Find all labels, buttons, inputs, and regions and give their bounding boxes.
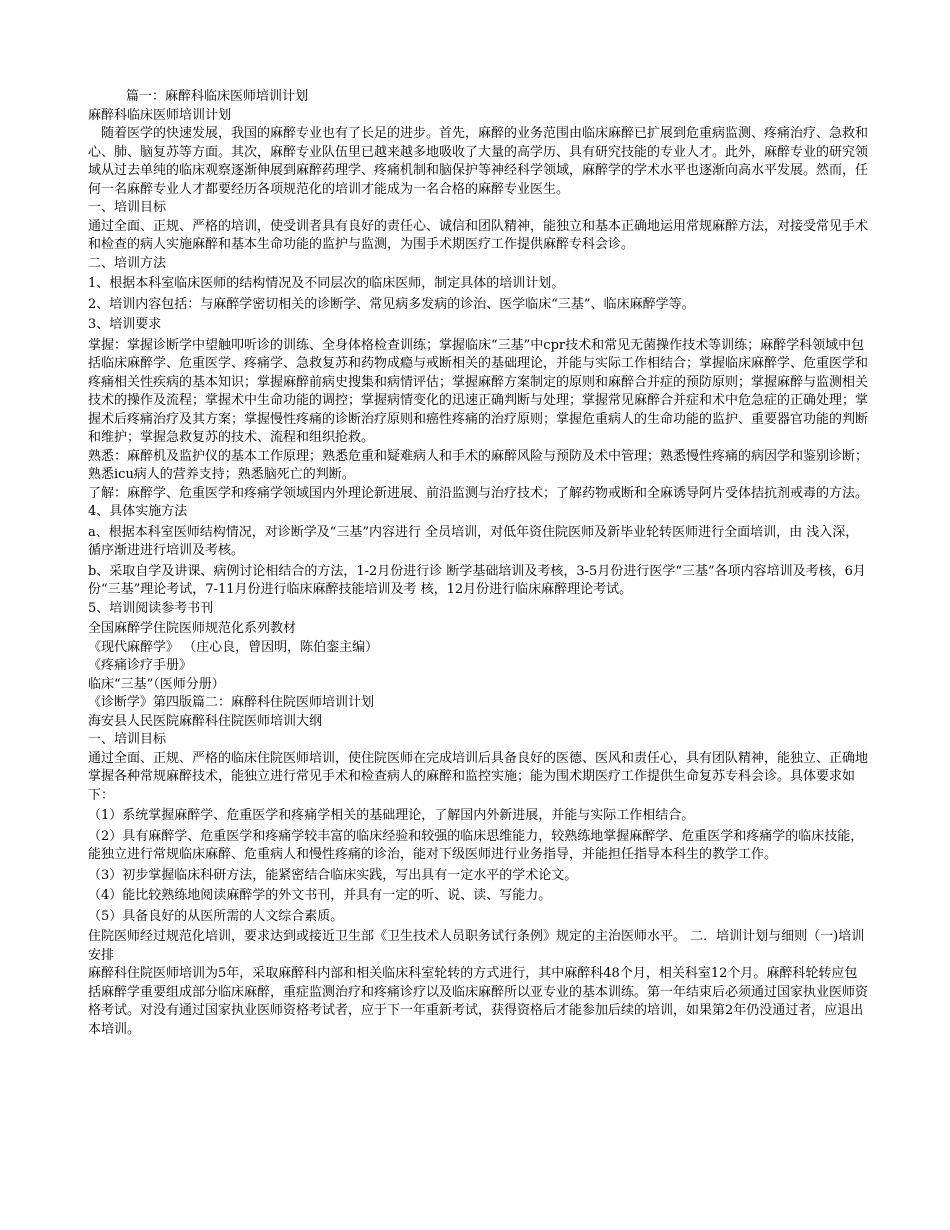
hospital-heading: 海安县人民医院麻醉科住院医师培训大纲 [88, 713, 323, 729]
goal-item: （5）具备良好的从医所需的人文综合素质。 [88, 908, 344, 924]
book-item: 临床“三基”（医师分册） [88, 676, 225, 692]
list-item: 4、具体实施方法 [88, 504, 188, 519]
list-item: 3、培训要求 [88, 317, 162, 332]
section-paragraph: 通过全面、正规、严格的培训，使受训者具有良好的责任心、诚信和团队精神，能独立和基本正确地运用常规麻醉方法，对接受常见手术和检查的病人实施麻醉和基本生命功能的监护与监测，为围手术期医疗工作提供麻醉专科会诊。 [88, 218, 869, 252]
book-series: 全国麻醉学住院医师规范化系列教材 [88, 621, 297, 636]
book-item: 《现代麻醉学》 （庄心良，曾因明，陈伯銮主编） [88, 639, 379, 655]
goal-item: （2）具有麻醉学、危重医学和疼痛学较丰富的临床经验和较强的临床思维能力，较熟练地掌握麻醉学、危重医学和疼痛学的临床技能，能独立进行常规临床麻醉、危重病人和慢性疼痛的诊治，能对下级医师进行业务指导，并能担任指导本科生的教学工作。 [88, 828, 864, 862]
goal-item: （1）系统掌握麻醉学、危重医学和疼痛学相关的基础理论，了解国内外新进展，并能与实际工作相结合。 [88, 808, 695, 823]
requirement-familiar: 熟悉：麻醉机及监护仪的基本工作原理；熟悉危重和疑难病人和手术的麻醉风险与预防及术中管理；熟悉慢性疼痛的病因学和鉴别诊断；熟悉icu病人的营养支持；熟悉脑死亡的判断。 [88, 448, 869, 482]
standard-paragraph: 住院医师经过规范化培训，要求达到或接近卫生部《卫生技术人员职务试行条例》规定的主治医师水平。 二．培训计划与细则（一)培训安排 [88, 929, 865, 963]
list-item: 2、培训内容包括：与麻醉学密切相关的诊断学、常见病多发病的诊治、医学临床“三基”、临床麻醉学等。 [88, 296, 695, 312]
list-item: 5、培训阅读参考书刊 [88, 600, 214, 616]
section-heading: 二、培训方法 [88, 255, 167, 271]
goal-item: （3）初步掌握临床科研方法，能紧密结合临床实践，写出具有一定水平的学术论文。 [88, 867, 578, 883]
section-heading: 一、培训目标 [88, 732, 167, 747]
requirement-master: 掌握：掌握诊断学中望触叩听诊的训练、全身体格检查训练；掌握临床“三基”中cpr技术和常见无菌操作技术等训练；麻醉学科领域中包括临床麻醉学、危重医学、疼痛学、急救复苏和药物成瘾与戒断相关的基础理论，并能与实际工作相结合；掌握临床麻醉学、危重医学和疼痛相关性疾病的基本知识；掌握麻醉前病史搜集和病情评估；掌握麻醉方案制定的原则和麻醉合并症的预防原则；掌握麻醉与监测相关技术的操作及流程；掌握术中生命功能的调控；掌握病情变化的迅速正确判断与处理；掌握常见麻醉合并症和术中危急症的正确处理；掌握术后疼痛治疗及其方案；掌握慢性疼痛的诊断治疗原则和癌性疼痛的治疗原则；掌握危重病人的生命功能的监护、重要器官功能的判断和维护；掌握急救复苏的技术、流程和组织抢救。 [88, 337, 869, 445]
goal-item: （4）能比较熟练地阅读麻醉学的外文书刊，并具有一定的听、说、读、写能力。 [88, 888, 552, 903]
requirement-know: 了解：麻醉学、危重医学和疼痛学领域国内外理论新进展、前沿监测与治疗技术；了解药物戒断和全麻诱导阿片受体拮抗剂戒毒的方法。 [88, 485, 869, 501]
schedule-paragraph: 麻醉科住院医师培训为5年，采取麻醉科内部和相关临床科室轮转的方式进行，其中麻醉科48个月，相关科室12个月。麻醉科轮转应包括麻醉学重要组成部分临床麻醉，重症监测治疗和疼痛诊疗以及临床麻醉所以亚专业的基本训练。第一年结束后必须通过国家执业医师资格考试。对没有通过国家执业医师资格考试者，应于下一年重新考试，获得资格后才能参加后续的培训，如果第2年仍没通过者，应退出本培训。 [88, 966, 869, 1037]
document-page [88, 88, 868, 1039]
section-paragraph: 通过全面、正规、严格的临床住院医师培训，使住院医师在完成培训后具备良好的医德、医风和责任心，具有团队精神，能独立、正确地掌握各种常规麻醉技术，能独立进行常见手术和检查病人的麻醉和监控实施；能为围术期医疗工作提供生命复苏专科会诊。具体要求如下： [88, 750, 869, 803]
section-heading: 一、培训目标 [88, 200, 167, 215]
implementation-a: a、根据本科室医师结构情况，对诊断学及“三基”内容进行 全员培训，对低年资住院医师及新毕业轮转医师进行全面培训，由 浅入深，循序渐进进行培训及考核。 [88, 524, 859, 558]
doc-title-1: 篇一：麻醉科临床医师培训计划 [126, 89, 309, 104]
intro-paragraph: 随着医学的快速发展，我国的麻醉专业也有了长足的进步。首先，麻醉的业务范围由临床麻醉已扩展到危重病监测、疼痛治疗、急救和心、肺、脑复苏等方面。其次，麻醉专业队伍里已越来越多地吸收了大量的高学历、具有研究技能的专业人才。此外，麻醉专业的研究领域从过去单纯的临床观察逐渐伸展到麻醉药理学、疼痛机制和脑保护等神经科学领域，麻醉学的学术水平也逐渐向高水平发展。然而，任何一名麻醉专业人才都要经历各项规范化的培训才能成为一名合格的麻醉专业医生。 [88, 126, 869, 197]
doc-subtitle-1: 麻醉科临床医师培训计划 [88, 107, 232, 123]
list-item: 1、根据本科室临床医师的结构情况及不同层次的临床医师，制定具体的培训计划。 [88, 276, 565, 291]
book-item: 《诊断学》第四版篇二：麻醉科住院医师培训计划 [88, 695, 375, 710]
implementation-b: b、采取自学及讲课、病例讨论相结合的方法，1-2月份进行诊 断学基础培训及考核，3-5月份进行医学“三基”各项内容培训及考核，6月份“三基”理论考试，7-11月份进行临床麻醉技能培训及考 核，12月份进行临床麻醉理论考试。 [88, 563, 866, 597]
book-item: 《疼痛诊疗手册》 [88, 658, 193, 673]
